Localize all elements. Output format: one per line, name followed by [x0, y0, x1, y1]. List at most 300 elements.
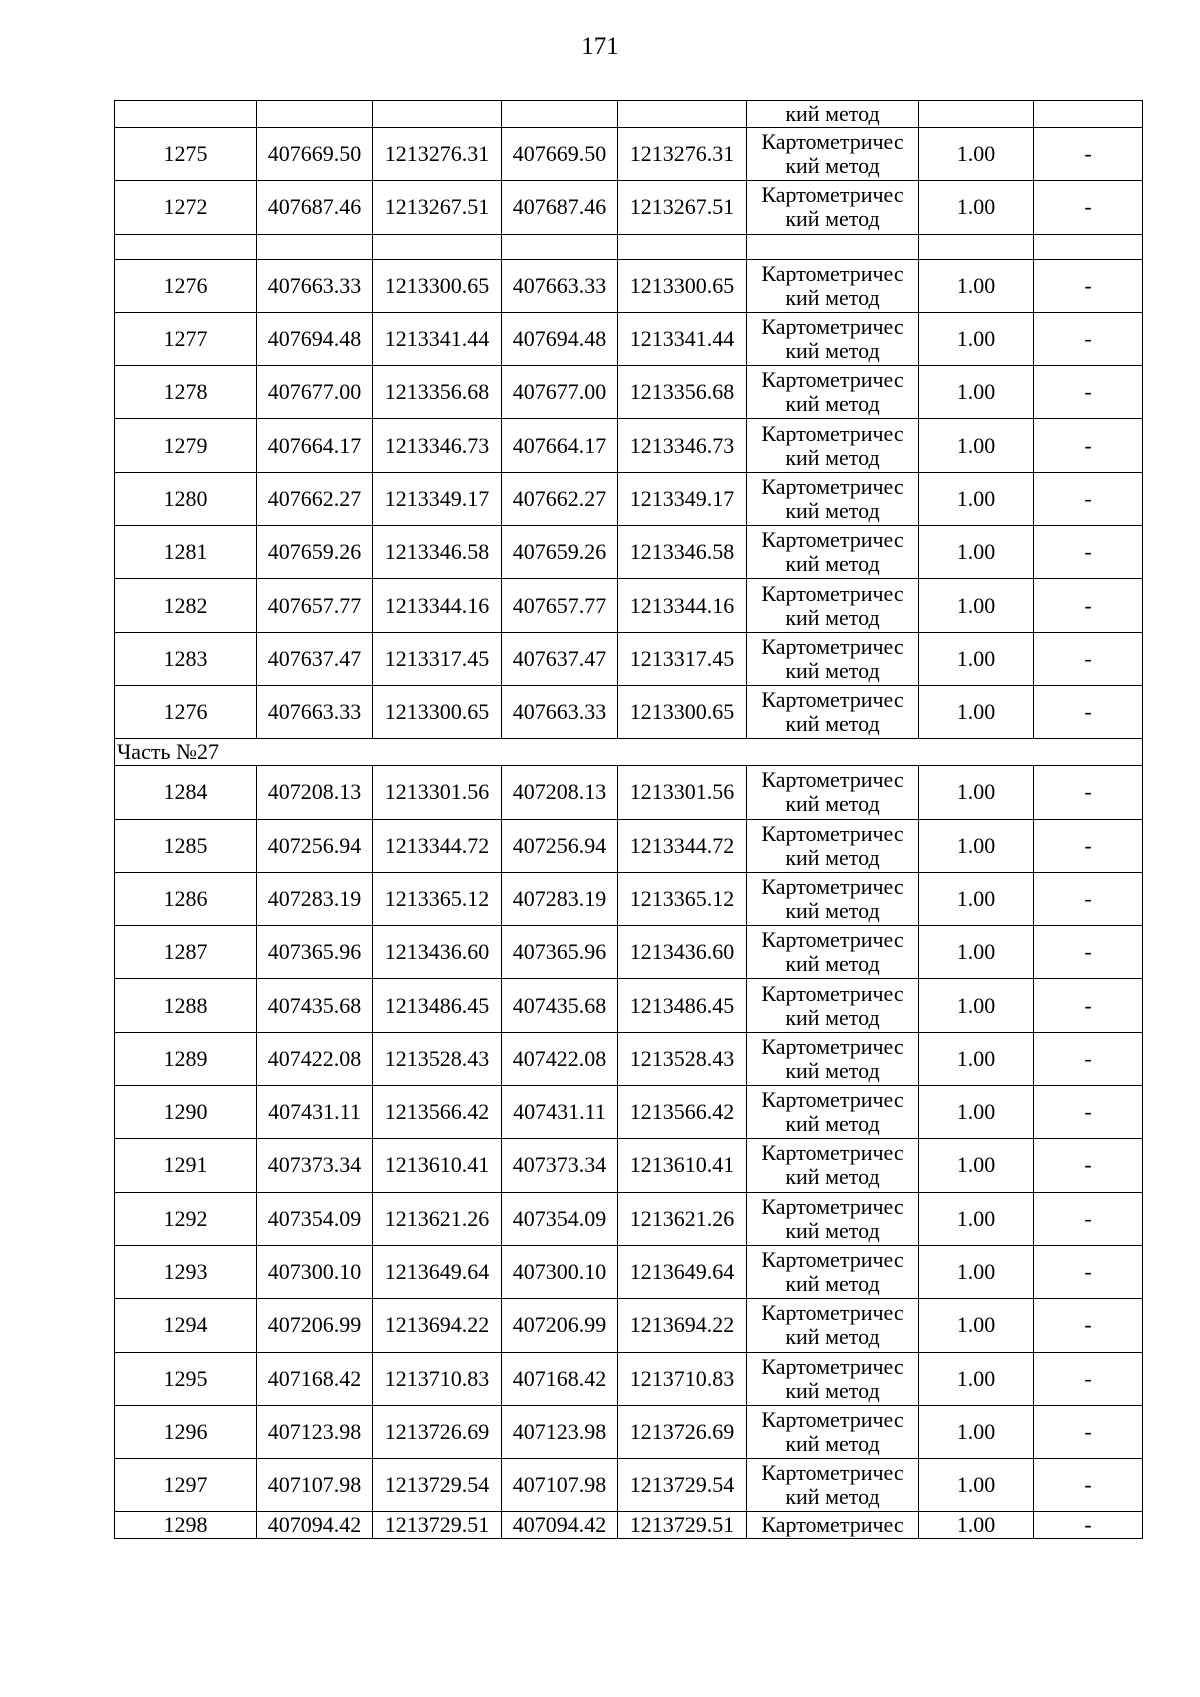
- accuracy-cell: 1.00: [919, 926, 1034, 979]
- table-row: [115, 128, 1143, 181]
- x-coordinate-cell: 407663.33: [502, 685, 618, 738]
- x-coordinate-cell: 407677.00: [502, 366, 618, 419]
- point-number-cell: 1277: [115, 312, 257, 365]
- method-line-1: Картометричес: [761, 527, 904, 553]
- method-line-1: Картометричес: [761, 1193, 904, 1219]
- note-cell: -: [1034, 419, 1143, 472]
- note-cell: -: [1034, 181, 1143, 234]
- y-coordinate-cell: 1213267.51: [618, 181, 747, 234]
- x-coordinate-cell: 407373.34: [502, 1139, 618, 1192]
- y-coordinate-cell: 1213436.60: [618, 926, 747, 979]
- method-line-2: кий метод: [785, 1217, 880, 1243]
- accuracy-cell: 1.00: [919, 579, 1034, 632]
- method-cell: [747, 472, 919, 525]
- note-cell: -: [1034, 366, 1143, 419]
- point-number-cell: 1279: [115, 419, 257, 472]
- point-number-cell: 1281: [115, 526, 257, 579]
- table-row: [115, 419, 1143, 472]
- accuracy-cell: 1.00: [919, 419, 1034, 472]
- y-coordinate-cell: 1213341.44: [373, 312, 502, 365]
- x-coordinate-cell: 407107.98: [502, 1459, 618, 1512]
- note-cell: -: [1034, 1352, 1143, 1405]
- method-continuation-cell: кий метод: [747, 101, 919, 128]
- y-coordinate-cell: 1213610.41: [373, 1139, 502, 1192]
- table-row: [115, 1086, 1143, 1139]
- note-cell: -: [1034, 872, 1143, 925]
- method-cell: [747, 1405, 919, 1458]
- method-cell: [747, 926, 919, 979]
- method-line-2: кий метод: [785, 153, 880, 179]
- x-coordinate-cell: 407094.42: [257, 1512, 373, 1539]
- table-row: [115, 1352, 1143, 1405]
- note-cell: -: [1034, 312, 1143, 365]
- table-row: [115, 819, 1143, 872]
- x-coordinate-cell: 407283.19: [502, 872, 618, 925]
- accuracy-cell: 1.00: [919, 1032, 1034, 1085]
- y-coordinate-cell: 1213344.72: [618, 819, 747, 872]
- method-cell: [747, 128, 919, 181]
- method-line-1: Картометричес: [761, 1140, 904, 1166]
- x-coordinate-cell: 407659.26: [502, 526, 618, 579]
- point-number-cell: 1287: [115, 926, 257, 979]
- y-coordinate-cell: 1213317.45: [373, 632, 502, 685]
- accuracy-cell: 1.00: [919, 1299, 1034, 1352]
- table-row: [115, 1405, 1143, 1458]
- x-coordinate-cell: 407687.46: [257, 181, 373, 234]
- point-number-cell: 1276: [115, 685, 257, 738]
- x-coordinate-cell: 407694.48: [502, 312, 618, 365]
- empty-cell: [257, 234, 373, 259]
- y-coordinate-cell: 1213300.65: [618, 259, 747, 312]
- point-number-cell: 1293: [115, 1245, 257, 1298]
- x-coordinate-cell: 407256.94: [257, 819, 373, 872]
- method-cell: [747, 632, 919, 685]
- note-cell: -: [1034, 1299, 1143, 1352]
- table-row: [115, 1192, 1143, 1245]
- empty-cell: [115, 101, 257, 128]
- table-row: [115, 366, 1143, 419]
- method-line-1: Картометричес: [761, 633, 904, 659]
- x-coordinate-cell: 407300.10: [257, 1245, 373, 1298]
- x-coordinate-cell: 407208.13: [502, 766, 618, 819]
- y-coordinate-cell: 1213726.69: [373, 1405, 502, 1458]
- method-line-1: Картометричес: [761, 182, 904, 208]
- empty-cell: [919, 101, 1034, 128]
- point-number-cell: 1282: [115, 579, 257, 632]
- note-cell: -: [1034, 1139, 1143, 1192]
- method-line-2: кий метод: [785, 1271, 880, 1297]
- page-number: 171: [581, 33, 619, 60]
- x-coordinate-cell: 407422.08: [502, 1032, 618, 1085]
- method-line-2: кий метод: [785, 711, 880, 737]
- note-cell: -: [1034, 1512, 1143, 1539]
- point-number-cell: 1285: [115, 819, 257, 872]
- y-coordinate-cell: 1213566.42: [618, 1086, 747, 1139]
- method-line-2: кий метод: [785, 551, 880, 577]
- accuracy-cell: 1.00: [919, 1405, 1034, 1458]
- method-line-2: кий метод: [785, 444, 880, 470]
- accuracy-cell: 1.00: [919, 766, 1034, 819]
- y-coordinate-cell: 1213365.12: [373, 872, 502, 925]
- method-line-1: Картометричес: [761, 1087, 904, 1113]
- y-coordinate-cell: 1213729.51: [373, 1512, 502, 1539]
- x-coordinate-cell: 407435.68: [502, 979, 618, 1032]
- empty-cell: [1034, 234, 1143, 259]
- note-cell: -: [1034, 1405, 1143, 1458]
- table-row: [115, 872, 1143, 925]
- accuracy-cell: 1.00: [919, 979, 1034, 1032]
- y-coordinate-cell: 1213346.58: [373, 526, 502, 579]
- note-cell: -: [1034, 259, 1143, 312]
- y-coordinate-cell: 1213729.54: [618, 1459, 747, 1512]
- point-number-cell: 1276: [115, 259, 257, 312]
- method-line-2: кий метод: [785, 391, 880, 417]
- method-cell: [747, 366, 919, 419]
- method-line-2: кий метод: [785, 791, 880, 817]
- y-coordinate-cell: 1213344.72: [373, 819, 502, 872]
- method-cell: [747, 872, 919, 925]
- y-coordinate-cell: 1213356.68: [373, 366, 502, 419]
- x-coordinate-cell: 407637.47: [502, 632, 618, 685]
- point-number-cell: 1292: [115, 1192, 257, 1245]
- empty-cell: [618, 101, 747, 128]
- y-coordinate-cell: 1213610.41: [618, 1139, 747, 1192]
- method-line-2: кий метод: [785, 1004, 880, 1030]
- accuracy-cell: 1.00: [919, 312, 1034, 365]
- method-cell: [747, 979, 919, 1032]
- point-number-cell: 1290: [115, 1086, 257, 1139]
- method-line-1: Картометричес: [761, 1247, 904, 1273]
- y-coordinate-cell: 1213300.65: [373, 685, 502, 738]
- accuracy-cell: 1.00: [919, 259, 1034, 312]
- method-cell: [747, 766, 919, 819]
- table-row: [115, 181, 1143, 234]
- table-row: [115, 1512, 1143, 1539]
- method-line-1: Картометричес: [761, 820, 904, 846]
- y-coordinate-cell: 1213301.56: [618, 766, 747, 819]
- y-coordinate-cell: 1213694.22: [618, 1299, 747, 1352]
- x-coordinate-cell: 407663.33: [502, 259, 618, 312]
- note-cell: -: [1034, 632, 1143, 685]
- table-row: [115, 259, 1143, 312]
- method-line-2: кий метод: [785, 497, 880, 523]
- empty-cell: [618, 234, 747, 259]
- x-coordinate-cell: 407422.08: [257, 1032, 373, 1085]
- accuracy-cell: 1.00: [919, 632, 1034, 685]
- method-line-2: кий метод: [785, 206, 880, 232]
- table-row: [115, 1245, 1143, 1298]
- method-line-1: Картометричес: [761, 260, 904, 286]
- x-coordinate-cell: 407431.11: [502, 1086, 618, 1139]
- point-number-cell: 1283: [115, 632, 257, 685]
- method-line-1: Картометричес: [761, 1460, 904, 1486]
- x-coordinate-cell: 407206.99: [502, 1299, 618, 1352]
- y-coordinate-cell: 1213710.83: [373, 1352, 502, 1405]
- x-coordinate-cell: 407677.00: [257, 366, 373, 419]
- table-body: [115, 101, 1143, 1539]
- accuracy-cell: 1.00: [919, 685, 1034, 738]
- y-coordinate-cell: 1213356.68: [618, 366, 747, 419]
- table-row: [115, 312, 1143, 365]
- x-coordinate-cell: 407168.42: [257, 1352, 373, 1405]
- table-row: [115, 926, 1143, 979]
- empty-cell: [502, 101, 618, 128]
- method-line-1: Картометричес: [761, 314, 904, 340]
- method-cell: [747, 259, 919, 312]
- method-line-2: кий метод: [785, 898, 880, 923]
- point-number-cell: 1298: [115, 1512, 257, 1539]
- accuracy-cell: 1.00: [919, 1512, 1034, 1539]
- table-row: [115, 1459, 1143, 1512]
- method-cell: [747, 819, 919, 872]
- x-coordinate-cell: 407669.50: [257, 128, 373, 181]
- method-line-1: Картометричес: [761, 367, 904, 393]
- method-line-2: кий метод: [785, 1057, 880, 1083]
- accuracy-cell: 1.00: [919, 128, 1034, 181]
- table-row: [115, 979, 1143, 1032]
- accuracy-cell: 1.00: [919, 181, 1034, 234]
- point-number-cell: 1295: [115, 1352, 257, 1405]
- table-row: [115, 579, 1143, 632]
- x-coordinate-cell: 407123.98: [257, 1405, 373, 1458]
- note-cell: -: [1034, 819, 1143, 872]
- note-cell: -: [1034, 128, 1143, 181]
- method-cell: [747, 1299, 919, 1352]
- method-line-2: кий метод: [785, 1484, 880, 1510]
- y-coordinate-cell: 1213276.31: [618, 128, 747, 181]
- accuracy-cell: 1.00: [919, 1459, 1034, 1512]
- method-line-2: кий метод: [785, 1324, 880, 1350]
- table-row: [115, 766, 1143, 819]
- empty-cell: [115, 234, 257, 259]
- y-coordinate-cell: 1213346.73: [618, 419, 747, 472]
- method-line-1: Картометричес: [761, 1406, 904, 1432]
- y-coordinate-cell: 1213346.73: [373, 419, 502, 472]
- table-row: [115, 1032, 1143, 1085]
- section-label: Часть №27: [115, 739, 1143, 766]
- x-coordinate-cell: 407094.42: [502, 1512, 618, 1539]
- method-line-2: кий метод: [785, 951, 880, 977]
- x-coordinate-cell: 407365.96: [257, 926, 373, 979]
- y-coordinate-cell: 1213317.45: [618, 632, 747, 685]
- method-line-1: Картометричес: [761, 874, 904, 899]
- method-cell: [747, 579, 919, 632]
- note-cell: -: [1034, 1192, 1143, 1245]
- x-coordinate-cell: 407694.48: [257, 312, 373, 365]
- method-cell: [747, 1032, 919, 1085]
- y-coordinate-cell: 1213276.31: [373, 128, 502, 181]
- y-coordinate-cell: 1213729.51: [618, 1512, 747, 1539]
- y-coordinate-cell: 1213694.22: [373, 1299, 502, 1352]
- note-cell: -: [1034, 1032, 1143, 1085]
- y-coordinate-cell: 1213344.16: [618, 579, 747, 632]
- y-coordinate-cell: 1213300.65: [373, 259, 502, 312]
- method-line-1: Картометричес: [761, 980, 904, 1006]
- method-cell: [747, 1352, 919, 1405]
- table-row: [115, 685, 1143, 738]
- method-cell: [747, 1459, 919, 1512]
- y-coordinate-cell: 1213649.64: [373, 1245, 502, 1298]
- method-line-1: Картометричес: [761, 927, 904, 953]
- accuracy-cell: 1.00: [919, 472, 1034, 525]
- x-coordinate-cell: 407208.13: [257, 766, 373, 819]
- accuracy-cell: 1.00: [919, 1139, 1034, 1192]
- x-coordinate-cell: 407107.98: [257, 1459, 373, 1512]
- point-number-cell: 1284: [115, 766, 257, 819]
- x-coordinate-cell: 407354.09: [257, 1192, 373, 1245]
- x-coordinate-cell: 407354.09: [502, 1192, 618, 1245]
- empty-cell: [502, 234, 618, 259]
- x-coordinate-cell: 407365.96: [502, 926, 618, 979]
- point-number-cell: 1294: [115, 1299, 257, 1352]
- method-cell: [747, 1245, 919, 1298]
- note-cell: -: [1034, 1086, 1143, 1139]
- accuracy-cell: 1.00: [919, 872, 1034, 925]
- method-line-1: Картометричес: [761, 1353, 904, 1379]
- method-line-1: Картометричес: [761, 420, 904, 446]
- x-coordinate-cell: 407687.46: [502, 181, 618, 234]
- empty-cell: [373, 234, 502, 259]
- point-number-cell: 1291: [115, 1139, 257, 1192]
- method-line-2: кий метод: [785, 604, 880, 630]
- y-coordinate-cell: 1213726.69: [618, 1405, 747, 1458]
- method-line-2: кий метод: [785, 338, 880, 364]
- accuracy-cell: 1.00: [919, 526, 1034, 579]
- method-line-1: Картометричес: [761, 580, 904, 606]
- method-line-2: кий метод: [785, 657, 880, 683]
- method-line-1: Картометричес: [761, 473, 904, 499]
- empty-row: [115, 234, 1143, 259]
- method-line-2: кий метод: [785, 1164, 880, 1190]
- y-coordinate-cell: 1213486.45: [373, 979, 502, 1032]
- point-number-cell: 1288: [115, 979, 257, 1032]
- method-line-2: кий метод: [785, 844, 880, 870]
- method-line-1: Картометричес: [761, 1033, 904, 1059]
- y-coordinate-cell: 1213341.44: [618, 312, 747, 365]
- method-line-1: Картометричес: [761, 129, 904, 155]
- point-number-cell: 1296: [115, 1405, 257, 1458]
- y-coordinate-cell: 1213729.54: [373, 1459, 502, 1512]
- note-cell: -: [1034, 526, 1143, 579]
- accuracy-cell: 1.00: [919, 366, 1034, 419]
- table-row: [115, 632, 1143, 685]
- method-cell: [747, 526, 919, 579]
- y-coordinate-cell: 1213365.12: [618, 872, 747, 925]
- note-cell: -: [1034, 579, 1143, 632]
- y-coordinate-cell: 1213344.16: [373, 579, 502, 632]
- empty-cell: [747, 234, 919, 259]
- method-cell: [747, 1192, 919, 1245]
- accuracy-cell: 1.00: [919, 1086, 1034, 1139]
- continuation-row: [115, 101, 1143, 128]
- method-cell: [747, 419, 919, 472]
- method-line-2: кий метод: [785, 1377, 880, 1403]
- table-row: [115, 1139, 1143, 1192]
- y-coordinate-cell: 1213649.64: [618, 1245, 747, 1298]
- x-coordinate-cell: 407431.11: [257, 1086, 373, 1139]
- point-number-cell: 1286: [115, 872, 257, 925]
- point-number-cell: 1278: [115, 366, 257, 419]
- x-coordinate-cell: 407206.99: [257, 1299, 373, 1352]
- accuracy-cell: 1.00: [919, 1192, 1034, 1245]
- x-coordinate-cell: 407657.77: [257, 579, 373, 632]
- y-coordinate-cell: 1213300.65: [618, 685, 747, 738]
- x-coordinate-cell: 407435.68: [257, 979, 373, 1032]
- x-coordinate-cell: 407659.26: [257, 526, 373, 579]
- point-number-cell: 1275: [115, 128, 257, 181]
- y-coordinate-cell: 1213486.45: [618, 979, 747, 1032]
- y-coordinate-cell: 1213710.83: [618, 1352, 747, 1405]
- x-coordinate-cell: 407283.19: [257, 872, 373, 925]
- empty-cell: [919, 234, 1034, 259]
- x-coordinate-cell: 407300.10: [502, 1245, 618, 1298]
- point-number-cell: 1272: [115, 181, 257, 234]
- note-cell: -: [1034, 926, 1143, 979]
- note-cell: -: [1034, 472, 1143, 525]
- point-number-cell: 1297: [115, 1459, 257, 1512]
- note-cell: -: [1034, 1459, 1143, 1512]
- x-coordinate-cell: 407256.94: [502, 819, 618, 872]
- method-line-2: кий метод: [785, 284, 880, 310]
- x-coordinate-cell: 407669.50: [502, 128, 618, 181]
- table-row: [115, 1299, 1143, 1352]
- method-cell: [747, 1512, 919, 1539]
- method-cell: [747, 181, 919, 234]
- accuracy-cell: 1.00: [919, 1245, 1034, 1298]
- method-cell: [747, 312, 919, 365]
- x-coordinate-cell: 407662.27: [502, 472, 618, 525]
- note-cell: -: [1034, 685, 1143, 738]
- accuracy-cell: 1.00: [919, 1352, 1034, 1405]
- section-row: [115, 739, 1143, 766]
- x-coordinate-cell: 407373.34: [257, 1139, 373, 1192]
- point-number-cell: 1289: [115, 1032, 257, 1085]
- coordinates-table: [114, 100, 1143, 1539]
- method-cell: [747, 1086, 919, 1139]
- x-coordinate-cell: 407663.33: [257, 685, 373, 738]
- y-coordinate-cell: 1213267.51: [373, 181, 502, 234]
- y-coordinate-cell: 1213528.43: [618, 1032, 747, 1085]
- accuracy-cell: 1.00: [919, 819, 1034, 872]
- note-cell: -: [1034, 766, 1143, 819]
- y-coordinate-cell: 1213621.26: [373, 1192, 502, 1245]
- x-coordinate-cell: 407657.77: [502, 579, 618, 632]
- note-cell: -: [1034, 1245, 1143, 1298]
- y-coordinate-cell: 1213301.56: [373, 766, 502, 819]
- y-coordinate-cell: 1213349.17: [373, 472, 502, 525]
- note-cell: -: [1034, 979, 1143, 1032]
- method-cell: [747, 1139, 919, 1192]
- table-row: [115, 526, 1143, 579]
- method-cell: [747, 685, 919, 738]
- empty-cell: [1034, 101, 1143, 128]
- x-coordinate-cell: 407168.42: [502, 1352, 618, 1405]
- y-coordinate-cell: 1213349.17: [618, 472, 747, 525]
- method-line-1: Картометричес: [761, 767, 904, 793]
- y-coordinate-cell: 1213621.26: [618, 1192, 747, 1245]
- x-coordinate-cell: 407123.98: [502, 1405, 618, 1458]
- x-coordinate-cell: 407662.27: [257, 472, 373, 525]
- y-coordinate-cell: 1213528.43: [373, 1032, 502, 1085]
- y-coordinate-cell: 1213566.42: [373, 1086, 502, 1139]
- empty-cell: [373, 101, 502, 128]
- method-line-2: кий метод: [785, 1430, 880, 1456]
- method-line-1: Картометричес: [761, 1300, 904, 1326]
- x-coordinate-cell: 407637.47: [257, 632, 373, 685]
- empty-cell: [257, 101, 373, 128]
- y-coordinate-cell: 1213436.60: [373, 926, 502, 979]
- x-coordinate-cell: 407664.17: [257, 419, 373, 472]
